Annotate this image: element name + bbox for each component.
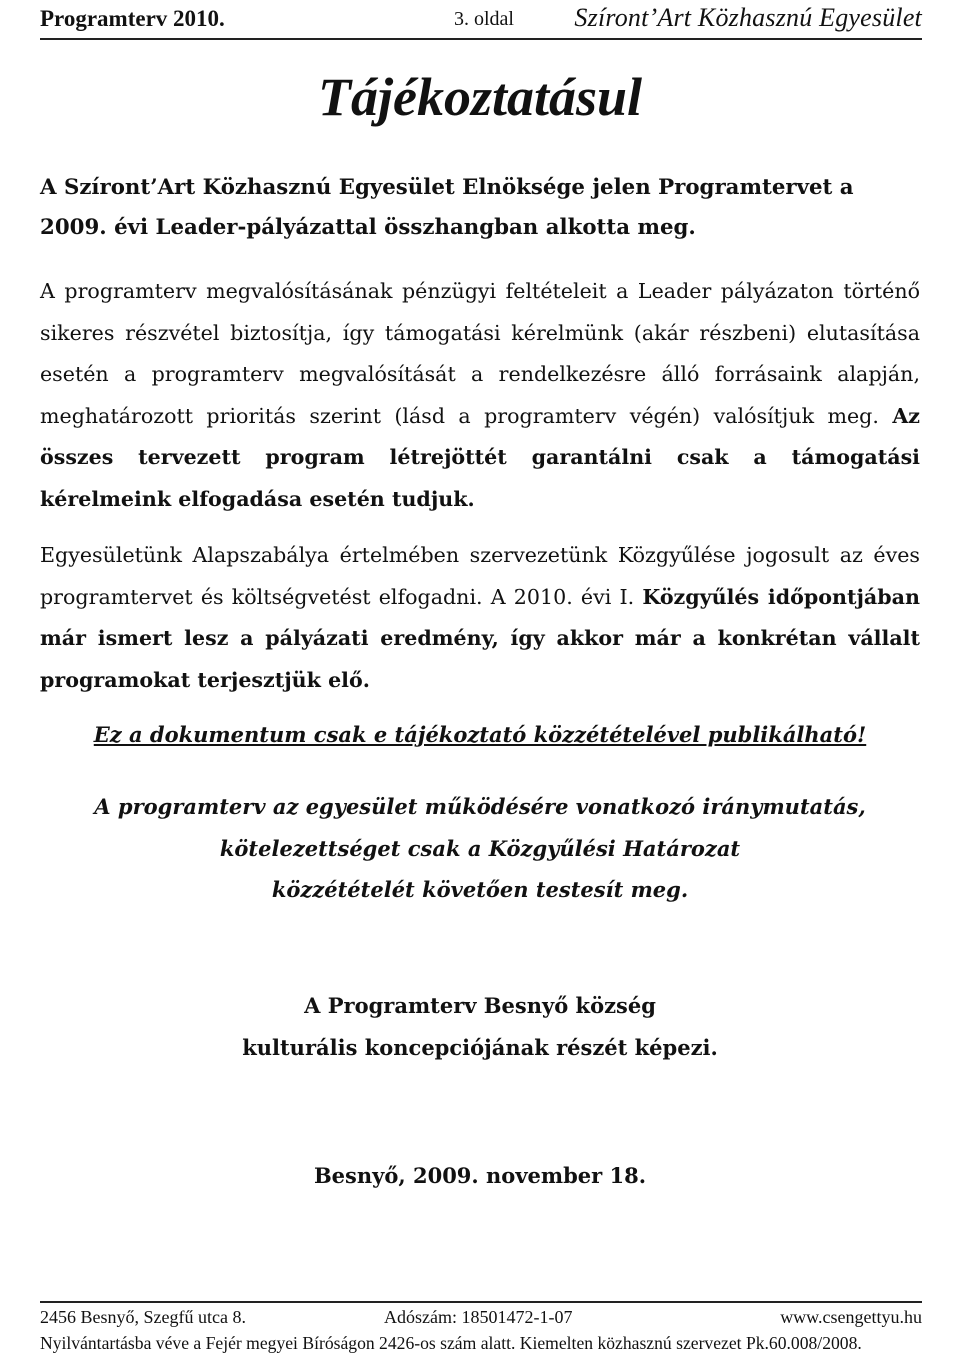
page-footer (40, 1301, 922, 1353)
place-and-date: Besnyő, 2009. november 18. (313, 1163, 647, 1188)
footer-address: 2456 Besnyő, Szegfű utca 8. (40, 1307, 246, 1327)
page-header (40, 0, 922, 40)
concept-line: A Programterv Besnyő község (304, 993, 656, 1018)
header-page-number: 3. oldal (454, 8, 514, 30)
emphasis-line: A programterv az egyesület működésére vonatkozó iránymutatás, (94, 794, 866, 819)
concept-line: kulturális koncepciójának részét képezi. (242, 1034, 718, 1060)
funding-paragraph (40, 271, 920, 520)
assembly-paragraph-text: Egyesületünk Alapszabálya értelmében szervezetünk Közgyűlése jogosult az éves programtervet és költségvetést elfogadni. A 2010. évi I. (40, 543, 920, 609)
intro-paragraph: A Szíront’Art Közhasznú Egyesület Elnöksége jelen Programtervet a 2009. évi Leader-pályázattal összhangban alkotta meg. (40, 175, 854, 240)
concept-statement (0, 985, 960, 1068)
publication-notice: Ez a dokumentum csak e tájékoztató közzétételével publikálható! (93, 722, 867, 747)
header-organization-name: Szíront’Art Közhasznú Egyesület (574, 3, 922, 32)
assembly-paragraph-bold-text: Közgyűlés időpontjában már ismert lesz a pályázati eredmény, így akkor már a konkrétan vállalt programokat terjesztjük elő. (40, 584, 920, 692)
funding-paragraph-text: A programterv megvalósításának pénzügyi feltételeit a Leader pályázaton történő sikeres részvétel biztosítja, így támogatási kérelmünk (akár részbeni) elutasítása esetén a programterv megvalósítását a rendelkezésre álló forrásaink alapján, meghatározott prioritás szerint (lásd a programterv végén) valósítjuk meg. (40, 279, 920, 428)
funding-paragraph-bold-text: Az összes tervezett program létrejöttét garantálni csak a támogatási kérelmeink elfogadása esetén tudjuk. (40, 403, 921, 511)
footer-registration: Nyilvántartásba véve a Fejér megyei Bíróságon 2426-os szám alatt. Kiemelten közhasznú szervezet Pk.60.008/2008. (40, 1333, 862, 1353)
page-title: Tájékoztatásul (317, 67, 643, 127)
emphasis-line: kötelezettséget csak a Közgyűlési Határozat (219, 835, 741, 861)
emphasis-line: közzétételét követően testesít meg. (271, 877, 689, 902)
header-document-title: Programterv 2010. (40, 6, 225, 31)
footer-contact-row (40, 1303, 922, 1331)
footer-tax-id: Adószám: 18501472-1-07 (384, 1307, 573, 1327)
assembly-paragraph (40, 535, 920, 701)
footer-website-link[interactable]: www.csengettyu.hu (780, 1307, 922, 1327)
emphasis-block (0, 786, 960, 911)
